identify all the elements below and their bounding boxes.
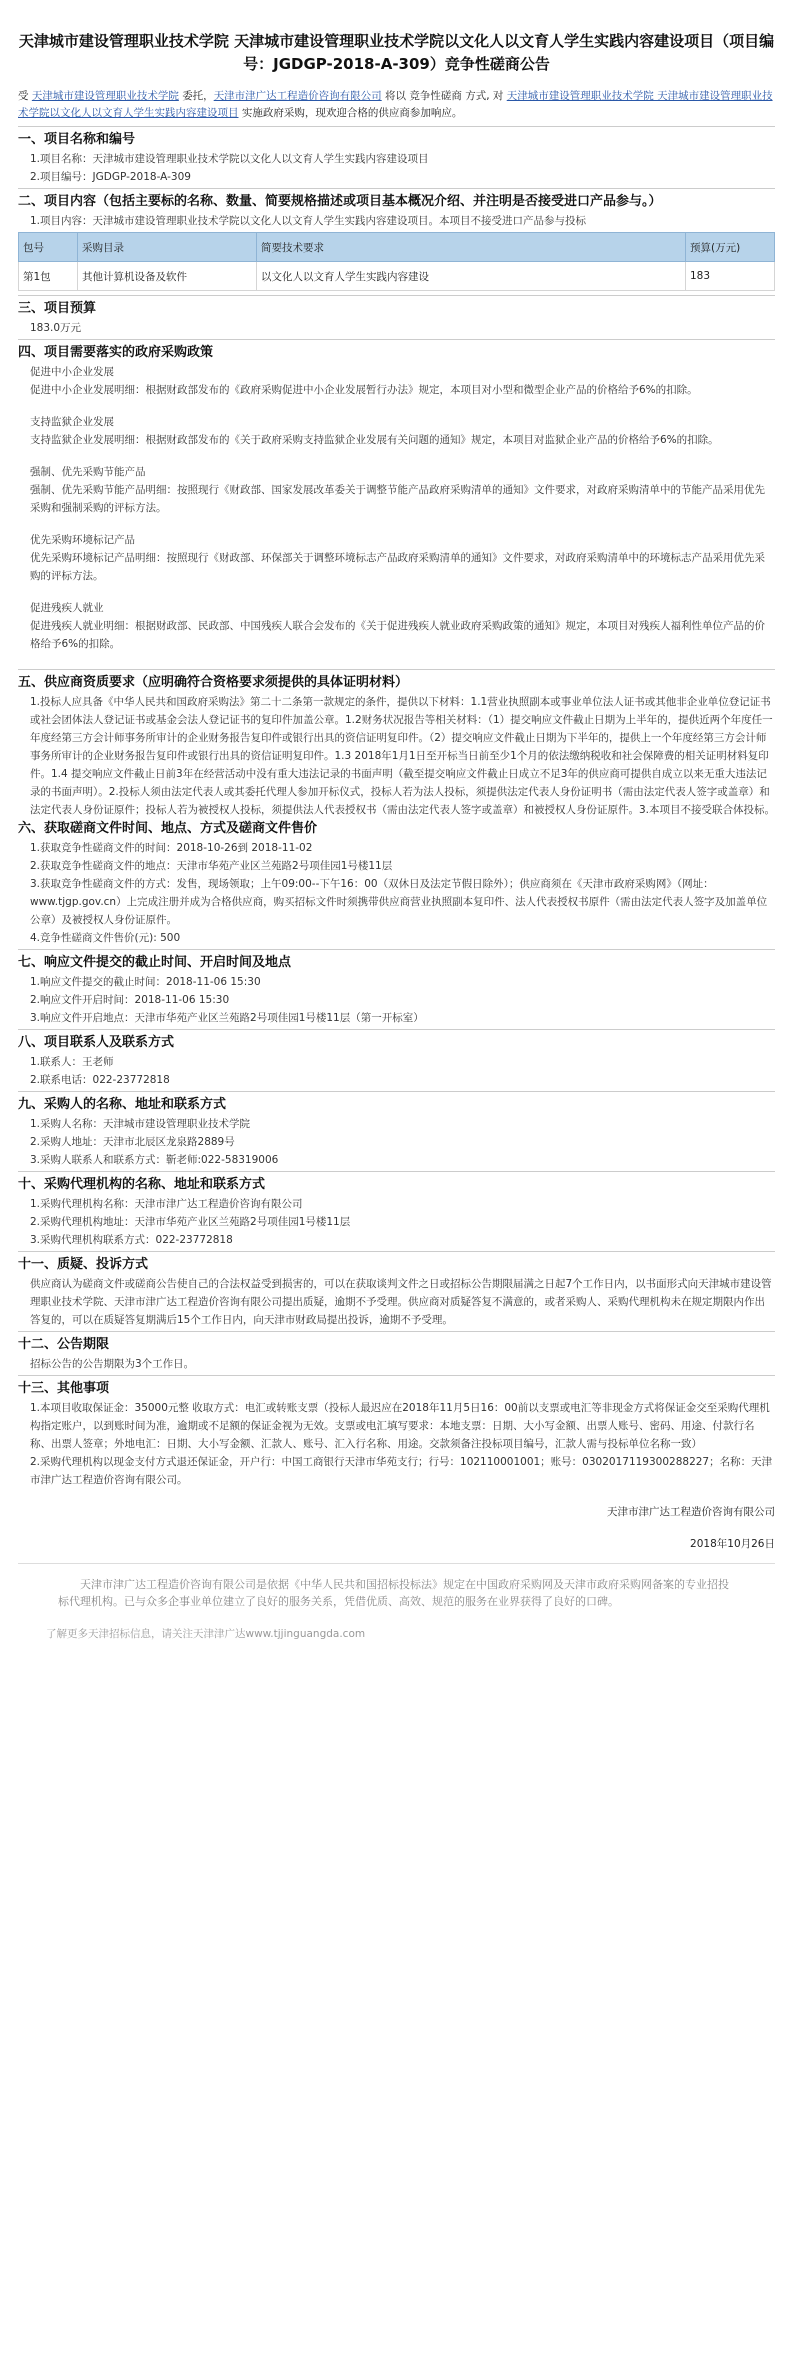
col-header: 预算(万元) — [686, 233, 775, 262]
col-header: 简要技术要求 — [257, 233, 686, 262]
intro-text: 委托， — [182, 90, 214, 102]
purchaser-link[interactable]: 天津城市建设管理职业技术学院 — [31, 90, 179, 102]
project-link[interactable]: 天津城市建设管理职业技术学院 天津城市建设管理职业技术学院以文化人以文育人学生实践内容建设项目 — [18, 90, 773, 119]
section-heading: 九、采购人的名称、地址和联系方式 — [18, 1091, 775, 1115]
policy-title: 强制、优先采购节能产品 — [30, 466, 146, 478]
company-note: 天津市津广达工程造价咨询有限公司是依据《中华人民共和国招标投标法》规定在中国政府采购网及天津市政府采购网备案的专业招投标代理机构。已与众多企事业单位建立了良好的服务关系，凭借优质、高效、规范的服务在业界获得了良好的口碑。 — [58, 1578, 729, 1608]
agency-link[interactable]: 天津市津广达工程造价咨询有限公司 — [213, 90, 382, 102]
open-place: 3.响应文件开启地点：天津市华苑产业区兰苑路2号项佳园1号楼11层（第一开标室） — [30, 1012, 424, 1024]
section-heading: 十三、其他事项 — [18, 1375, 775, 1399]
section-heading: 二、项目内容（包括主要标的名称、数量、简要规格描述或项目基本概况介绍、并注明是否接受进口产品参与。） — [18, 188, 775, 212]
policy-title: 优先采购环境标记产品 — [30, 534, 135, 546]
project-content: 1.项目内容：天津城市建设管理职业技术学院以文化人以文育人学生实践内容建设项目。本项目不接受进口产品参与投标 — [30, 215, 587, 227]
section-heading: 三、项目预算 — [18, 295, 775, 319]
intro-text: 受 — [18, 90, 29, 102]
table-row — [19, 262, 775, 291]
col-header: 采购目录 — [78, 233, 257, 262]
section-heading: 十、采购代理机构的名称、地址和联系方式 — [18, 1171, 775, 1195]
notice-period: 招标公告的公告期限为3个工作日。 — [30, 1358, 195, 1370]
package-table — [18, 232, 775, 291]
table-cell: 以文化人以文育人学生实践内容建设 — [257, 262, 686, 291]
purchaser-name: 1.采购人名称：天津城市建设管理职业技术学院 — [30, 1118, 251, 1130]
policy-title: 促进残疾人就业 — [30, 602, 104, 614]
col-header: 包号 — [19, 233, 78, 262]
section-heading: 七、响应文件提交的截止时间、开启时间及地点 — [18, 949, 775, 973]
doc-place: 2.获取竞争性磋商文件的地点：天津市华苑产业区兰苑路2号项佳园1号楼11层 — [30, 860, 393, 872]
section-heading: 十二、公告期限 — [18, 1331, 775, 1355]
doc-time: 1.获取竞争性磋商文件的时间：2018-10-26到 2018-11-02 — [30, 842, 313, 854]
intro-text: 实施政府采购，现欢迎合格的供应商参加响应。 — [241, 107, 463, 119]
intro-paragraph — [18, 88, 775, 122]
section-heading: 六、获取磋商文件时间、地点、方式及磋商文件售价 — [18, 821, 318, 836]
table-cell: 第1包 — [19, 262, 78, 291]
other-matters: 1.本项目收取保证金：35000元整 收取方式：电汇或转账支票（投标人最迟应在2018年11月5日16：00前以支票或电汇等非现金方式将保证金交至采购代理机构指定账户，以到账时间为准，逾期或不足额的保证金视为无效。支票或电汇填写要求：本地支票：日期、大小写金额、出票人账号、密码、用途、付款行名称、出票人签章；外地电汇：日期、大小写金额、汇款人、账号、汇入行名称、用途。交款须备注投标项目编号，汇款人需与投标单位名称一致） — [30, 1402, 770, 1450]
section-heading: 八、项目联系人及联系方式 — [18, 1029, 775, 1053]
page-title: 天津城市建设管理职业技术学院 天津城市建设管理职业技术学院以文化人以文育人学生实践内容建设项目（项目编号：JGDGP-2018-A-309）竞争性磋商公告 — [18, 32, 775, 73]
policy-detail: 优先采购环境标记产品明细：按照现行《财政部、环保部关于调整环境标志产品政府采购清单的通知》文件要求，对政府采购清单中的环境标志产品采用优先采购的评标方法。 — [30, 552, 765, 582]
deadline: 1.响应文件提交的截止时间：2018-11-06 15:30 — [30, 976, 261, 988]
purchaser-address: 2.采购人地址：天津市北辰区龙泉路2889号 — [30, 1136, 235, 1148]
agency-name: 1.采购代理机构名称：天津市津广达工程造价咨询有限公司 — [30, 1198, 303, 1210]
project-number: 2.项目编号：JGDGP-2018-A-309 — [30, 171, 191, 183]
project-name: 1.项目名称：天津城市建设管理职业技术学院以文化人以文育人学生实践内容建设项目 — [30, 153, 429, 165]
contact-phone: 2.联系电话：022-23772818 — [30, 1074, 170, 1086]
section-heading: 一、项目名称和编号 — [18, 126, 775, 150]
policy-detail: 支持监狱企业发展明细：根据财政部发布的《关于政府采购支持监狱企业发展有关问题的通知》规定，本项目对监狱企业产品的价格给予6%的扣除。 — [30, 434, 719, 446]
policy-detail: 强制、优先采购节能产品明细：按照现行《财政部、国家发展改革委关于调整节能产品政府采购清单的通知》文件要求，对政府采购清单中的节能产品采用优先采购和强制采购的评标方法。 — [30, 484, 765, 514]
table-cell: 183 — [686, 262, 775, 291]
announcement-page — [18, 0, 775, 1641]
purchaser-contact: 3.采购人联系人和联系方式：靳老师:022-58319006 — [30, 1154, 279, 1166]
doc-method: 3.获取竞争性磋商文件的方式：发售，现场领取；上午09:00--下午16：00（双休日及法定节假日除外）；供应商须在《天津市政府采购网》（网址：www.tjgp.gov.cn）上完成注册并成为合格供应商，购买招标文件时须携带供应商营业执照副本复印件、法人代表授权书原件（需由法定代表人签字及加盖单位公章）及被授权人身份证原件。 — [30, 878, 768, 926]
agency-address: 2.采购代理机构地址：天津市华苑产业区兰苑路2号项佳园1号楼11层 — [30, 1216, 351, 1228]
contact-person: 1.联系人：王老师 — [30, 1056, 114, 1068]
section-heading: 四、项目需要落实的政府采购政策 — [18, 339, 775, 363]
policy-detail: 促进中小企业发展明细：根据财政部发布的《政府采购促进中小企业发展暂行办法》规定，本项目对小型和微型企业产品的价格给予6%的扣除。 — [30, 384, 698, 396]
policy-title: 支持监狱企业发展 — [30, 416, 114, 428]
table-header-row — [19, 233, 775, 262]
agency-contact: 3.采购代理机构联系方式：022-23772818 — [30, 1234, 233, 1246]
doc-price: 4.竞争性磋商文件售价(元): 500 — [30, 932, 181, 944]
website-link[interactable]: 了解更多天津招标信息，请关注天津津广达www.tjjinguangda.com — [46, 1628, 366, 1640]
table-cell: 其他计算机设备及软件 — [78, 262, 257, 291]
section-heading: 十一、质疑、投诉方式 — [18, 1251, 775, 1275]
policy-detail: 促进残疾人就业明细：根据财政部、民政部、中国残疾人联合会发布的《关于促进残疾人就业政府采购政策的通知》规定，本项目对残疾人福利性单位产品的价格给予6%的扣除。 — [30, 620, 765, 650]
open-time: 2.响应文件开启时间：2018-11-06 15:30 — [30, 994, 230, 1006]
signature-org: 天津市津广达工程造价咨询有限公司 — [607, 1506, 775, 1518]
qualification-requirements: 1.投标人应具备《中华人民共和国政府采购法》第二十二条第一款规定的条件，提供以下材料：1.1营业执照副本或事业单位法人证书或其他非企业单位登记证书或社会团体法人登记证书或基金会法人登记证书的复印件加盖公章。1.2财务状况报告等相关材料：（1）提交响应文件截止日期为上半年的，提供近两个年度任一年度经第三方会计师事务所审计的企业财务报告复印件或银行出具的资信证明复印件。（2）提交响应文件截止日期为下半年的，提供上一个年度经第三方会计师事务所审计的企业财务报告复印件或银行出具的资信证明复印件。1.3 2018年1月1日至开标当日前至少1个月的依法缴纳税收和社会保障费的相关证明材料复印件。1.4 提交响应文件截止日前3年在经营活动中没有重大违法记录的书面声明（截至提交响应文件截止日成立不足3年的供应商可提供自成立以来无重大违法记录的书面声明）。2.投标人须由法定代表人或其委托代理人参加开标仪式，投标人若为法人投标，须提供法定代表人身份证明书（需由法定代表人签字或盖章）和法定代表人身份证原件；投标人若为被授权人投标，须提供法人代表授权书（需由法定代表人签字或盖章）和被授权人身份证原件。3.本项目不接受联合体投标。 — [30, 696, 776, 816]
budget-value: 183.0万元 — [30, 322, 82, 334]
signature-date: 2018年10月26日 — [690, 1538, 775, 1550]
other-matters-2: 2.采购代理机构以现金支付方式退还保证金，开户行：中国工商银行天津市华苑支行；行号：102110001001；账号：0302017119300288227；名称：天津市津广达工程造价咨询有限公司。 — [30, 1456, 773, 1486]
section-heading: 五、供应商资质要求（应明确符合资格要求须提供的具体证明材料） — [18, 669, 775, 693]
complaint-text: 供应商认为磋商文件或磋商公告使自己的合法权益受到损害的，可以在获取谈判文件之日或招标公告期限届满之日起7个工作日内，以书面形式向天津城市建设管理职业技术学院、天津市津广达工程造价咨询有限公司提出质疑，逾期不予受理。供应商对质疑答复不满意的，或者采购人、采购代理机构未在规定期限内作出答复的，可以在质疑答复期满后15个工作日内，向天津市财政局提出投诉，逾期不予受理。 — [30, 1278, 772, 1326]
intro-text: 将以 竞争性磋商 方式, 对 — [385, 90, 504, 102]
policy-title: 促进中小企业发展 — [30, 366, 114, 378]
